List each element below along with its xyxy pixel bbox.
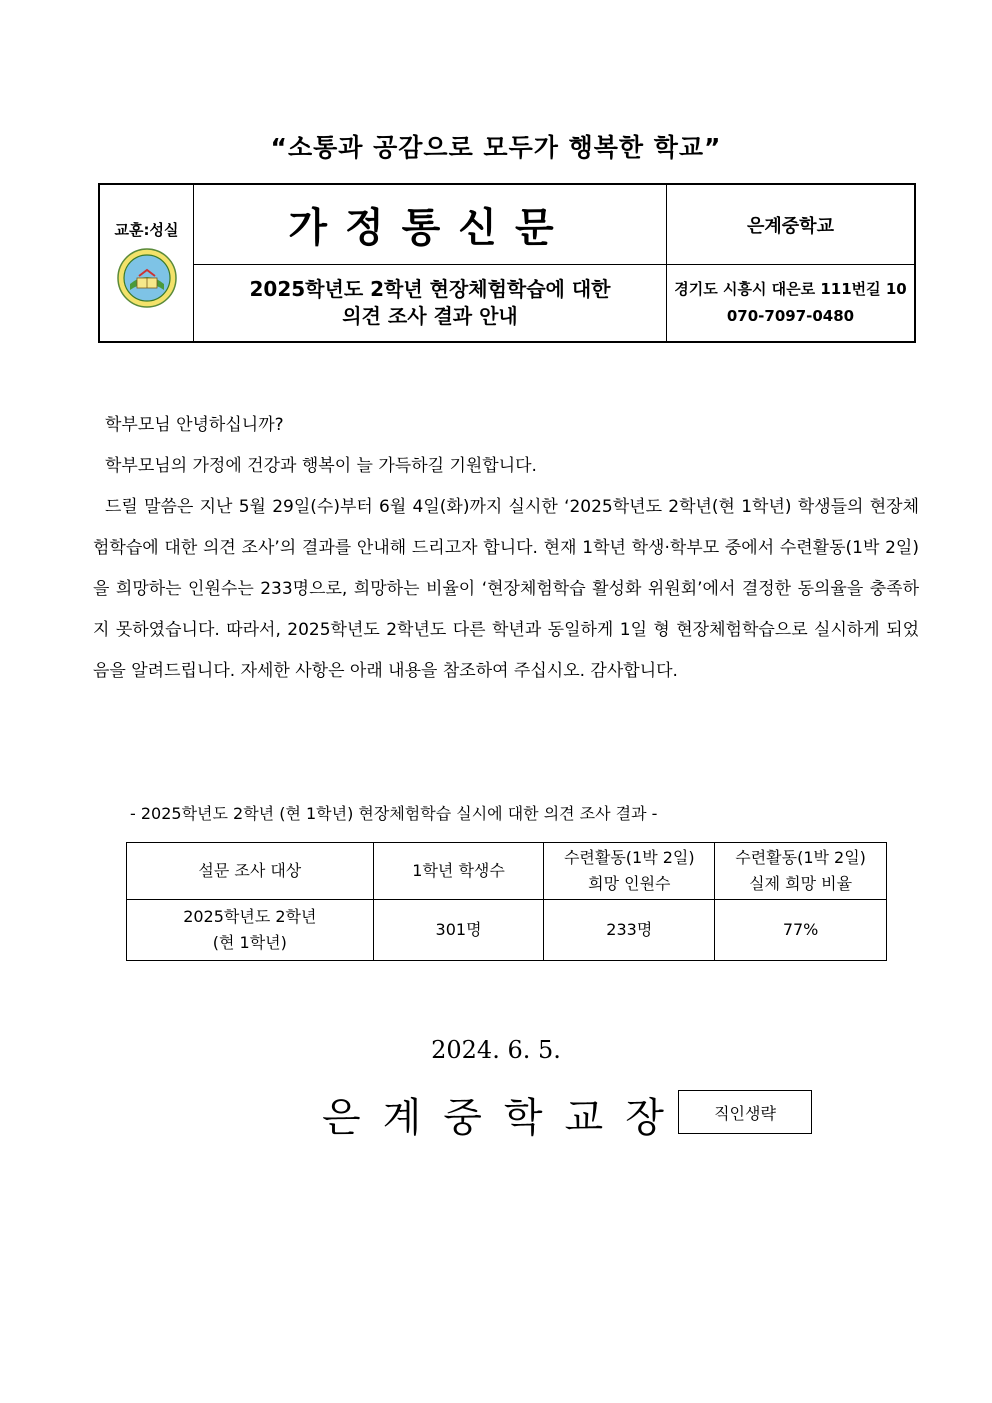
school-emblem-icon (117, 248, 177, 308)
cell-students: 301명 (373, 900, 544, 961)
principal-signature: 은계중학교장 (322, 1095, 686, 1141)
greeting: 학부모님 안녕하십니까? (105, 415, 284, 435)
newsletter-title: 가정통신문 (288, 205, 572, 251)
header-hope-ratio: 수련활동(1박 2일) 실제 희망 비율 (715, 843, 887, 900)
cell-target: 2025학년도 2학년 (현 1학년) (127, 900, 374, 961)
table-row (127, 900, 887, 961)
wish: 학부모님의 가정에 건강과 행복이 늘 가득하길 기원합니다. (105, 456, 537, 476)
school-contact (667, 265, 914, 341)
issue-date: 2024. 6. 5. (431, 1036, 561, 1064)
motto-cell (100, 185, 193, 341)
school-phone: 070-7097-0480 (726, 307, 855, 325)
letter-body (93, 405, 919, 692)
motto-label: 교훈:성실 (114, 221, 179, 239)
seal-omitted-box: 직인생략 (678, 1090, 812, 1134)
cell-hope-count: 233명 (544, 900, 715, 961)
newsletter-header (98, 183, 916, 343)
main-paragraph: 드릴 말씀은 지난 5월 29일(수)부터 6월 4일(화)까지 실시한 ‘2025학년도 2학년(현 1학년) 학생들의 현장체험학습에 대한 의견 조사’의 결과를 안내해 드리고자 합니다. 현재 1학년 학생·학부모 중에서 수련활동(1박 2일)을 희망하는 인원수는 233명으로, 희망하는 비율이 ‘현장체험학습 활성화 위원회’에서 결정한 동의율을 충족하지 못하였습니다. 따라서, 2025학년도 2학년도 다른 학년과 동일하게 1일 형 현장체험학습으로 실시하게 되었음을 알려드립니다. 자세한 사항은 아래 내용을 참조하여 주십시오. 감사합니다. (93, 497, 919, 681)
header-students: 1학년 학생수 (373, 843, 544, 900)
survey-result-table (126, 842, 887, 961)
result-caption: - 2025학년도 2학년 (현 1학년) 현장체험학습 실시에 대한 의견 조사 결과 - (130, 804, 658, 823)
newsletter-subject (194, 265, 666, 341)
cell-hope-ratio: 77% (715, 900, 887, 961)
subject-line-2: 의견 조사 결과 안내 (342, 304, 518, 328)
school-name: 은계중학교 (747, 215, 834, 237)
header-target: 설문 조사 대상 (127, 843, 374, 900)
school-motto: “소통과 공감으로 모두가 행복한 학교” (270, 133, 722, 162)
school-address: 경기도 시흥시 대은로 111번길 10 (674, 280, 907, 298)
header-hope-count: 수련활동(1박 2일) 희망 인원수 (544, 843, 715, 900)
subject-line-1: 2025학년도 2학년 현장체험학습에 대한 (249, 277, 611, 301)
table-header-row (127, 843, 887, 900)
